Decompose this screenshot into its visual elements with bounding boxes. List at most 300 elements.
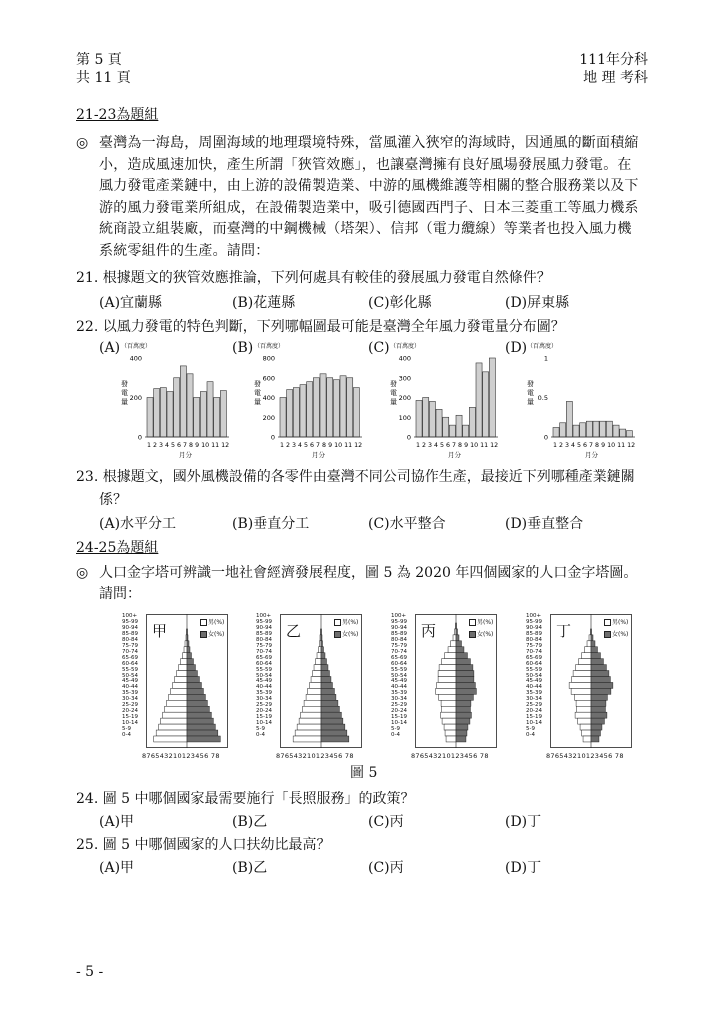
pyramid-male-bar	[575, 694, 591, 700]
pyramid-female-bar	[456, 706, 470, 712]
pyramid-male-bar	[582, 730, 591, 736]
pyramid-male-bar	[448, 647, 456, 653]
legend-male	[200, 617, 224, 626]
pyramid-female-bar	[591, 659, 603, 665]
pyramid-female-bar	[187, 641, 189, 647]
chart-bar	[187, 374, 193, 437]
pyramid-male-bar	[299, 718, 321, 724]
q21-option-c[interactable]: (C)彰化縣	[368, 295, 432, 311]
pyramid-male-bar	[441, 700, 456, 706]
pyramid-female-bar	[321, 694, 336, 700]
pyramid-female-bar	[591, 653, 600, 659]
q23-option-a[interactable]: (A)水平分工	[99, 516, 177, 532]
legend-female	[334, 629, 358, 638]
pyramid-age-label: 5-9	[391, 726, 400, 733]
pyramid-age-label: 30-34	[391, 696, 407, 703]
chart-unit-label: （百萬度）	[390, 343, 421, 350]
pyramid-male-bar	[319, 647, 321, 653]
chart-bar	[489, 358, 495, 437]
q22-chart-c	[390, 342, 500, 460]
pyramid-male-bar	[437, 682, 456, 688]
group-title-21-23: 21-23為題組	[76, 107, 159, 123]
legend-male	[469, 617, 493, 626]
pyramid-age-label: 10-14	[122, 720, 138, 727]
pyramid-age-label: 70-74	[256, 648, 272, 655]
pyramid-male-bar	[451, 641, 456, 647]
chart-bar	[586, 421, 592, 437]
pyramid-female-bar	[321, 671, 329, 677]
pyramid-age-label: 0-4	[256, 732, 265, 739]
q25-option-c[interactable]: (C)丙	[368, 860, 404, 876]
pyramid-age-label: 90-94	[391, 624, 407, 631]
pyramid-age-label: 0-4	[526, 732, 535, 739]
pyramid-male-bar	[572, 677, 591, 683]
chart-y-tick: 200	[262, 413, 275, 422]
pyramid-female-bar	[456, 647, 464, 653]
pyramid-age-label: 100+	[122, 613, 138, 619]
q24-option-d[interactable]: (D)丁	[505, 814, 542, 830]
pyramid-male-bar	[453, 635, 456, 641]
pyramid-male-bar	[301, 712, 321, 718]
q22-stem: 22. 以風力發電的特色判斷，下列哪幅圖最可能是臺灣全年風力發電量分布圖？	[76, 319, 565, 335]
pyramid-male-bar	[583, 736, 591, 742]
pyramid-male-bar	[438, 671, 456, 677]
pyramid-age-label: 80-84	[122, 636, 138, 643]
chart-y-tick: 400	[398, 354, 411, 363]
legend-male-swatch	[334, 619, 341, 626]
pyramid-age-label: 20-24	[391, 708, 407, 715]
pyramid-age-label: 35-39	[526, 690, 542, 697]
pyramid-age-label: 75-79	[391, 642, 407, 649]
chart-bar	[207, 382, 213, 437]
pyramid-age-label: 45-49	[391, 678, 407, 685]
pyramid-age-label: 80-84	[391, 636, 407, 643]
pyramid-age-label: 40-44	[391, 684, 407, 691]
pyramid-age-label: 65-69	[526, 654, 542, 661]
pyramid-age-label: 80-84	[256, 636, 272, 643]
q21-option-b[interactable]: (B)花蓮縣	[232, 295, 296, 311]
chart-bar	[280, 398, 286, 438]
chart-bar	[560, 423, 566, 437]
pyramid-age-label: 15-19	[256, 714, 272, 721]
group2-line1: 人口金字塔可辨識一地社會經濟發展程度，圖 5 為 2020 年四個國家的人口金字塔圖。	[99, 565, 638, 581]
pyramid-age-label: 40-44	[256, 684, 272, 691]
legend-male	[604, 617, 628, 626]
pyramid-age-label: 75-79	[526, 642, 542, 649]
pyramid-age-label: 10-14	[526, 720, 542, 727]
chart-x-ticks: 1 2 3 4 5 6 7 8 9 10 11 12	[147, 442, 230, 449]
pyramid-male-bar	[175, 677, 187, 683]
pyramid-age-label: 85-89	[122, 630, 138, 637]
pyramid-male-bar	[303, 706, 321, 712]
pyramid-male-bar	[169, 694, 187, 700]
legend-female	[469, 629, 493, 638]
chart-bar	[214, 398, 220, 438]
pyramid-male-bar	[179, 665, 187, 671]
legend-female-label: 女(%)	[342, 631, 359, 638]
q23-stem-line1: 23. 根據題文，國外風機設備的各零件由臺灣不同公司協作生產，最接近下列哪種產業鏈關	[76, 469, 635, 485]
group1-passage-line: 游的風力發電業所組成，在設備製造業中，吸引德國西門子、日本三菱重工等風力機系	[99, 199, 639, 216]
pyramid-female-bar	[321, 724, 345, 730]
pyramid-male-bar	[163, 712, 187, 718]
pyramid-legend	[469, 617, 493, 638]
pyramid-age-label: 95-99	[391, 618, 407, 625]
pyramid-female-bar	[187, 665, 195, 671]
chart-bar	[200, 392, 206, 437]
pyramid-male-bar	[576, 700, 591, 706]
pyramid-age-label: 60-64	[391, 660, 407, 667]
pyramid-female-bar	[456, 659, 470, 665]
legend-female-swatch	[334, 631, 341, 638]
q22-option-d[interactable]: (D)	[505, 340, 528, 356]
chart-y-tick: 300	[398, 374, 411, 383]
pyramid-female-bar	[321, 659, 326, 665]
q22-option-a[interactable]: (A)	[99, 340, 121, 356]
pyramid-male-bar	[293, 736, 321, 742]
legend-female-label: 女(%)	[612, 631, 629, 638]
pyramid-age-label: 5-9	[256, 726, 265, 733]
pyramid-female-bar	[456, 688, 476, 694]
q21-option-d[interactable]: (D)屏東縣	[505, 295, 570, 311]
figure-caption: 圖 5	[350, 765, 378, 781]
pyramid-female-bar	[591, 736, 599, 742]
chart-bar	[449, 425, 455, 437]
legend-male	[334, 617, 358, 626]
chart-unit-label: （百萬度）	[527, 343, 558, 350]
chart-bar	[443, 417, 449, 437]
pyramid-female-bar	[591, 665, 606, 671]
pyramid-female-bar	[187, 653, 191, 659]
q25-option-d[interactable]: (D)丁	[505, 860, 542, 876]
pyramid-female-bar	[321, 706, 339, 712]
q23-option-c[interactable]: (C)水平整合	[368, 516, 446, 532]
pyramid-age-label: 60-64	[526, 660, 542, 667]
pyramid-male-bar	[295, 730, 321, 736]
pyramid-female-bar	[591, 688, 611, 694]
pyramid-age-label: 75-79	[122, 642, 138, 649]
pyramid-male-bar	[442, 659, 456, 665]
chart-bar	[347, 378, 353, 437]
pyramid-male-bar	[184, 647, 187, 653]
pyramid-age-labels	[526, 614, 542, 739]
pyramid-age-label: 85-89	[256, 630, 272, 637]
pyramid-female-bar	[591, 641, 595, 647]
chart-y-label: 發電量	[527, 380, 534, 406]
pyramid-age-label: 45-49	[526, 678, 542, 685]
pyramid-male-bar	[177, 671, 187, 677]
pyramid-male-bar	[589, 635, 591, 641]
pyramid-male-bar	[585, 647, 591, 653]
pyramid-female-bar	[456, 694, 473, 700]
q25-option-b[interactable]: (B)乙	[232, 860, 268, 876]
pyramid-age-labels	[391, 614, 407, 739]
pyramid-male-bar	[154, 736, 187, 742]
exam-label: 111年分科	[579, 52, 648, 68]
chart-y-tick: 100	[398, 413, 411, 422]
pyramid-male-bar	[580, 724, 591, 730]
pyramid-male-bar	[183, 653, 187, 659]
chart-y-tick: 400	[262, 394, 275, 402]
group-marker: ◎	[76, 135, 89, 151]
pyramid-male-bar	[579, 659, 591, 665]
pyramid-male-bar	[444, 724, 456, 730]
pyramid-country-name: 丙	[421, 622, 437, 640]
group1-passage-line: 統商設立組裝廠，而臺灣的中鋼機械（塔架）、信邦（電力纜線）等業者也投入風力機	[99, 221, 632, 237]
chart-bar	[320, 374, 326, 437]
q22-chart-d	[527, 342, 637, 460]
q22-option-c[interactable]: (C)	[368, 340, 390, 356]
legend-female	[200, 629, 224, 638]
legend-male-label: 男(%)	[208, 619, 225, 626]
pyramid-age-label: 10-14	[256, 720, 272, 727]
pyramid-female-bar	[321, 682, 332, 688]
pyramid-female-bar	[187, 718, 213, 724]
pyramid-age-label: 25-29	[526, 702, 542, 709]
pyramid-age-label: 70-74	[122, 648, 138, 655]
chart-bar	[293, 388, 299, 437]
chart-bar	[174, 378, 180, 437]
pyramid-female-bar	[456, 641, 461, 647]
pyramid-age-label: 0-4	[122, 732, 131, 739]
pyramid-female-bar	[187, 700, 207, 706]
chart-y-label: 發電量	[254, 380, 261, 406]
pyramid-age-label: 45-49	[122, 678, 138, 685]
chart-bar	[483, 372, 489, 437]
chart-bar	[160, 388, 166, 437]
legend-female-label: 女(%)	[477, 631, 494, 638]
pyramid-female-bar	[321, 653, 325, 659]
pyramid-age-label: 75-79	[256, 642, 272, 649]
pyramid-age-label: 60-64	[122, 660, 138, 667]
pyramid-female-bar	[456, 629, 457, 635]
pyramid-female-bar	[591, 635, 593, 641]
legend-female-swatch	[604, 631, 611, 638]
legend-female-label: 女(%)	[208, 631, 225, 638]
chart-y-label: 發電量	[390, 380, 397, 406]
pyramid-female-bar	[456, 730, 467, 736]
chart-y-tick: 800	[262, 354, 275, 363]
pyramid-male-bar	[161, 718, 187, 724]
pyramid-female-bar	[456, 712, 471, 718]
pyramid-x-axis: 876543210123456 78	[411, 752, 489, 760]
pyramid-male-bar	[173, 682, 187, 688]
pyramid-age-label: 15-19	[526, 714, 542, 721]
pyramid-age-label: 55-59	[391, 666, 407, 673]
pyramid-age-label: 65-69	[256, 654, 272, 661]
pyramid-male-bar	[156, 730, 187, 736]
chart-bar	[429, 401, 435, 437]
chart-bar	[220, 391, 226, 437]
chart-bar	[463, 425, 469, 437]
chart-bar	[553, 428, 559, 437]
chart-x-label: 月分	[448, 451, 461, 459]
chart-bar	[573, 425, 579, 437]
chart-y-tick: 0	[543, 433, 548, 442]
pyramid-age-label: 30-34	[526, 696, 542, 703]
q25-option-a[interactable]: (A)甲	[99, 860, 135, 876]
chart-bar	[333, 380, 339, 437]
pyramid-male-bar	[571, 688, 591, 694]
pyramid-female-bar	[187, 706, 209, 712]
pyramid-country-name: 丁	[556, 622, 572, 640]
chart-bar	[313, 378, 319, 437]
pyramid-female-bar	[591, 671, 609, 677]
pyramid-male-bar	[582, 653, 591, 659]
q23-option-d[interactable]: (D)垂直整合	[505, 516, 584, 532]
pyramid-female-bar	[456, 700, 471, 706]
pyramid-female-bar	[321, 736, 349, 742]
q24-option-c[interactable]: (C)丙	[368, 814, 404, 830]
pyramid-age-label: 25-29	[256, 702, 272, 709]
chart-bar	[469, 407, 475, 437]
group1-passage-line: 風力發電產業鏈中，由上游的設備製造業、中游的風機維護等相關的整合服務業以及下	[99, 178, 639, 194]
chart-y-tick: 0.5	[537, 394, 548, 402]
pyramid-female-bar	[591, 694, 607, 700]
chart-unit-label: （百萬度）	[254, 343, 285, 350]
legend-male-label: 男(%)	[612, 619, 629, 626]
legend-male-swatch	[604, 619, 611, 626]
pyramid-age-label: 85-89	[526, 630, 542, 637]
chart-bar	[593, 421, 599, 437]
pyramid-female-bar	[187, 659, 193, 665]
pyramid-female-bar	[456, 724, 468, 730]
pyramid-x-axis: 876543210123456 78	[276, 752, 354, 760]
pyramid-age-label: 55-59	[256, 666, 272, 673]
pyramid-male-bar	[576, 665, 591, 671]
pyramid-male-bar	[316, 659, 321, 665]
pyramid-age-label: 90-94	[256, 624, 272, 631]
pyramid-male-bar	[165, 706, 187, 712]
pyramid-female-bar	[321, 688, 334, 694]
chart-y-tick: 0	[406, 433, 411, 442]
pyramid-female-bar	[456, 671, 474, 677]
q22-option-b[interactable]: (B)	[232, 340, 254, 356]
pyramid-age-label: 55-59	[122, 666, 138, 673]
pyramid-female-bar	[187, 647, 190, 653]
pyramid-male-bar	[304, 700, 321, 706]
pyramid-male-bar	[297, 724, 321, 730]
pyramid-female-bar	[187, 712, 211, 718]
chart-y-tick: 1	[543, 354, 548, 363]
pyramid-female-bar	[456, 665, 473, 671]
pyramid-female-bar	[456, 653, 467, 659]
pyramid-female-bar	[187, 730, 218, 736]
legend-male-swatch	[200, 619, 207, 626]
pyramid-female-bar	[321, 641, 322, 647]
chart-bar	[180, 366, 186, 437]
chart-bar	[340, 376, 346, 437]
pyramid-age-label: 15-19	[122, 714, 138, 721]
pyramid-age-label: 0-4	[391, 732, 400, 739]
chart-bar	[167, 392, 173, 437]
pyramid-age-label: 25-29	[122, 702, 138, 709]
pyramid-male-bar	[438, 677, 456, 683]
pyramid-male-bar	[575, 712, 591, 718]
pyramid-male-bar	[310, 682, 321, 688]
chart-y-label: 發電量	[121, 380, 128, 406]
pyramid-male-bar	[308, 688, 321, 694]
pyramid-male-bar	[445, 730, 456, 736]
pyramid-age-label: 30-34	[122, 696, 138, 703]
chart-y-tick: 600	[262, 374, 275, 383]
q24-option-a[interactable]: (A)甲	[99, 814, 135, 830]
pyramid-male-bar	[313, 671, 321, 677]
pyramid-age-label: 95-99	[122, 618, 138, 625]
pyramid-male-bar	[306, 694, 321, 700]
pyramid-age-labels	[122, 614, 138, 739]
pyramid-age-label: 40-44	[526, 684, 542, 691]
pyramid-female-bar	[591, 647, 597, 653]
pyramid-female-bar	[187, 724, 215, 730]
pyramid-x-axis: 876543210123456 78	[142, 752, 220, 760]
pyramid-female-bar	[187, 688, 203, 694]
pyramid-age-label: 40-44	[122, 684, 138, 691]
q23-stem-line2: 係？	[99, 492, 127, 508]
pyramid-age-label: 25-29	[391, 702, 407, 709]
pyramid-country-name: 乙	[286, 622, 302, 640]
chart-y-tick: 400	[129, 354, 142, 363]
q24-option-b[interactable]: (B)乙	[232, 814, 268, 830]
pyramid-male-bar	[171, 688, 187, 694]
pyramid-male-bar	[311, 677, 321, 683]
pyramid-female-bar	[321, 665, 328, 671]
pyramid-female-bar	[321, 730, 347, 736]
pyramid-country-name: 甲	[152, 622, 168, 640]
pyramid-age-label: 20-24	[256, 708, 272, 715]
legend-male-swatch	[469, 619, 476, 626]
legend-female-swatch	[200, 631, 207, 638]
q21-option-a[interactable]: (A)宜蘭縣	[99, 295, 163, 311]
q21-stem: 21. 根據題文的狹管效應推論，下列何處具有較佳的發展風力發電自然條件？	[76, 270, 551, 286]
pyramid-female-bar	[187, 682, 201, 688]
chart-bar	[300, 385, 306, 437]
pyramid-age-label: 60-64	[256, 660, 272, 667]
legend-female-swatch	[469, 631, 476, 638]
page-label: 第 5 頁	[76, 52, 122, 68]
chart-bar	[580, 423, 586, 437]
chart-bar	[626, 431, 632, 437]
pyramid-legend	[604, 617, 628, 638]
pyramid-age-label: 100+	[526, 613, 542, 619]
chart-bar	[327, 378, 333, 437]
pyramid-age-label: 20-24	[122, 708, 138, 715]
pyramid-male-bar	[445, 653, 456, 659]
pyramid-female-bar	[591, 712, 607, 718]
pyramid-age-label: 65-69	[122, 654, 138, 661]
pyramid-age-label: 50-54	[526, 672, 542, 679]
chart-bar	[147, 398, 153, 438]
total-pages-label: 共 11 頁	[76, 70, 131, 86]
pyramid-female-bar	[321, 677, 331, 683]
pyramid-female-bar	[591, 682, 613, 688]
pyramid-legend	[334, 617, 358, 638]
page-number: - 5 -	[76, 964, 104, 980]
group1-passage-line: 臺灣為一海島，周圍海域的地理環境特殊，當風灌入狹窄的海域時，因通風的斷面積縮	[99, 135, 639, 151]
pyramid-age-label: 30-34	[256, 696, 272, 703]
chart-bar	[194, 398, 200, 438]
chart-x-label: 月分	[179, 451, 192, 459]
pyramid-female-bar	[321, 700, 338, 706]
pyramid-male-bar	[441, 712, 456, 718]
group1-passage-line: 小，造成風速加快，產生所謂「狹管效應」，也讓臺灣擁有良好風場發展風力發電。在	[99, 156, 632, 173]
pyramid-age-labels	[256, 614, 272, 739]
pyramid-male-bar	[442, 706, 456, 712]
chart-bar	[287, 390, 293, 437]
group1-passage-line: 系統零組件的生產。請問：	[99, 242, 270, 259]
q25-stem: 25. 圖 5 中哪個國家的人口扶幼比最高？	[76, 837, 331, 853]
pyramid-female-bar	[591, 730, 600, 736]
q23-option-b[interactable]: (B)垂直分工	[232, 516, 310, 532]
